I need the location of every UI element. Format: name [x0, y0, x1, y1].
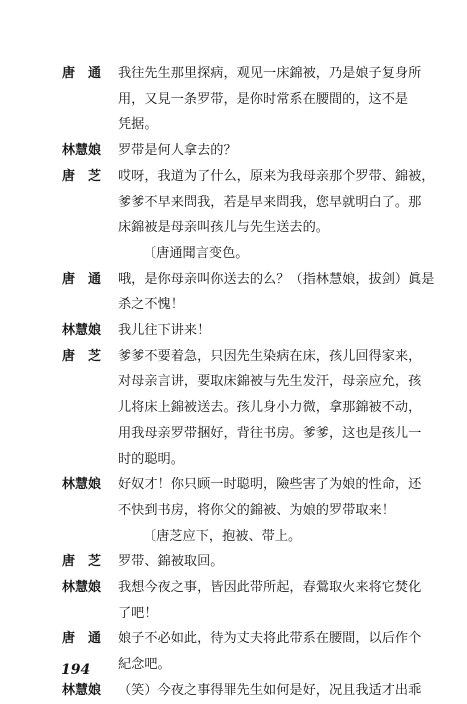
dialogue-line	[0, 61, 467, 87]
dialogue-line	[0, 112, 467, 138]
dialogue-text: 杀之不愧！	[118, 297, 184, 313]
dialogue-text: 我往先生那里探病，观见一床錦被，乃是娘子复身所	[118, 66, 422, 81]
dialogue-line	[0, 472, 467, 498]
dialogue-line	[0, 395, 467, 421]
dialogue-line	[0, 498, 467, 524]
speaker-name: 林慧娘	[62, 477, 102, 493]
speaker-name: 林慧娘	[62, 323, 102, 338]
dialogue-line	[0, 292, 467, 318]
dialogue-line	[0, 164, 467, 190]
dialogue-text: 不快到书房，将你父的錦被、为娘的罗带取来！	[118, 502, 395, 518]
dialogue-text: 紀念吧。	[118, 657, 171, 673]
dialogue-text: 床錦被是母亲叫孩儿与先生送去的。	[118, 220, 329, 236]
dialogue-text: 罗带、錦被取回。	[118, 554, 224, 570]
dialogue-line	[0, 678, 467, 704]
dialogue-line	[0, 318, 467, 344]
stage-direction-line	[0, 524, 467, 550]
dialogue-text: 对母亲言讲，要取床錦被与先生发汗，母亲应允，孩	[118, 374, 422, 390]
stage-direction-text: 〔唐通聞言变色。	[143, 245, 249, 261]
dialogue-text: 娘子不必如此，待为丈夫将此带系在腰間，以后作个	[118, 631, 422, 647]
dialogue-text: 好奴才！你只顾一时聪明，險些害了为娘的性命，还	[118, 477, 422, 493]
dialogue-text: 凭据。	[118, 117, 158, 133]
speaker-name: 唐 芝	[62, 348, 102, 364]
dialogue-text: 哦，是你母亲叫你送去的么？（指林慧娘，拔剑）眞是	[118, 271, 435, 287]
dialogue-text: 哎呀，我道为了什么，原来为我母亲那个罗带、錦被，	[118, 168, 435, 184]
speaker-name: 林慧娘	[62, 682, 102, 698]
stage-direction-text: 〔唐芝应下，抱被、带上。	[143, 528, 302, 544]
page-number: 194	[61, 662, 91, 678]
dialogue-text: 我儿往下讲来！	[118, 323, 211, 338]
speaker-name: 唐 通	[62, 271, 102, 287]
dialogue-line	[0, 626, 467, 652]
speaker-name: 唐 芝	[62, 168, 102, 184]
dialogue-text: 用我母亲罗带捆好，背往书房。爹爹，这也是孩儿一	[118, 425, 422, 441]
dialogue-line	[0, 575, 467, 601]
dialogue-line	[0, 369, 467, 395]
stage-direction-line	[0, 241, 467, 267]
dialogue-line	[0, 215, 467, 241]
speaker-name: 唐 芝	[62, 554, 102, 570]
dialogue-line	[0, 549, 467, 575]
dialogue-text: 爹爹不要着急，只因先生染病在床，孩儿回得家来，	[118, 348, 422, 364]
dialogue-text: 爹爹不早来問我，若是早来問我，您早就明白了。那	[118, 194, 422, 210]
dialogue-line	[0, 601, 467, 627]
dialogue-line	[0, 267, 467, 293]
dialogue-line	[0, 190, 467, 216]
speaker-name: 林慧娘	[62, 580, 102, 595]
dialogue-line	[0, 344, 467, 370]
dialogue-text: 罗带是何人拿去的？	[118, 143, 237, 159]
dialogue-text: 时的聪明。	[118, 451, 184, 467]
dialogue-text: 了吧！	[118, 605, 158, 621]
dialogue-line	[0, 87, 467, 113]
dialogue-text: 我想今夜之事，皆因此带所起，春鶯取火来将它焚化	[118, 580, 422, 595]
dialogue-line	[0, 138, 467, 164]
dialogue-line	[0, 447, 467, 473]
speaker-name: 唐 通	[62, 66, 102, 81]
dialogue-text: （笑）今夜之事得罪先生如何是好，况且我适才出乖	[118, 682, 422, 698]
dialogue-text: 用，又見一条罗带，是你时常系在腰間的，这不是	[118, 91, 409, 107]
dialogue-text: 儿将床上錦被送去。孩儿身小力微，拿那錦被不动，	[118, 400, 422, 416]
speaker-name: 林慧娘	[62, 143, 102, 159]
dialogue-line	[0, 421, 467, 447]
speaker-name: 唐 通	[62, 631, 102, 647]
